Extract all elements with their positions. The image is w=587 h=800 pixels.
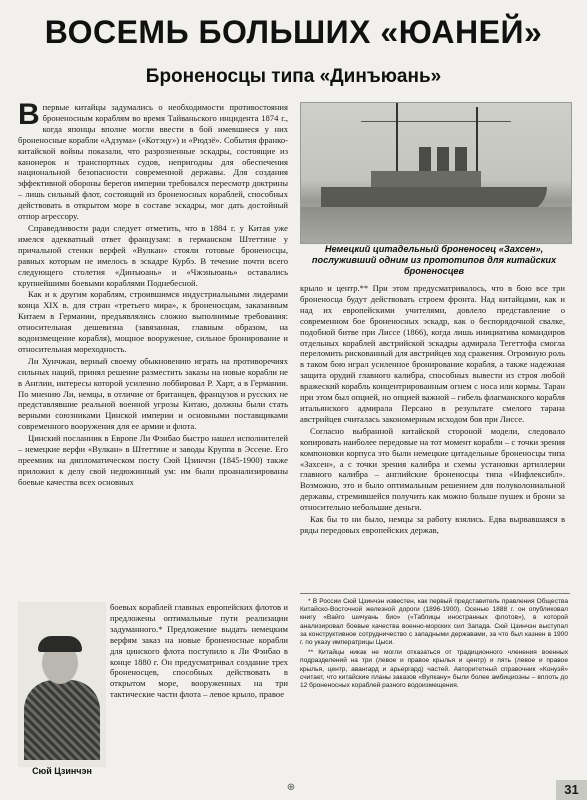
paragraph: боевых кораблей главных европейских флотов и предложены оптимальные пути реализации задуманного.* Предложение выдать немецким верфям заказ на новые броненосные корабли для цинского флота поступило к Ли Фэнбао в конце 1880 г. Он предусматривал создание трех броненосцев, способных действовать в открытом море, вооруженных на три тактические части флота – левое крыло, правое: [110, 602, 288, 700]
footnotes: [300, 598, 568, 768]
paragraph: Согласно выбранной китайской стороной модели, следовало копировать наиболее передовые на тот момент корабли – с точки зрения компоновки корпуса это были немецкие цитадельные броненосцы типа «Захсен», а с точки зрения калибра и схемы установки артиллерии главного калибра – английские броненосцы типа «Инфлексибл». Возможно, это и было оптимальным решением для полуколониальной державы, стремившейся получить как можно больше пушек и брони за относительно небольшие деньги.: [300, 425, 565, 513]
registration-mark: ⊕: [286, 782, 296, 793]
portrait-photo: [18, 602, 106, 767]
portrait-caption: Сюй Цзинчэн: [32, 766, 92, 776]
drop-cap: В: [18, 102, 40, 131]
portrait-hat: [38, 636, 82, 652]
paragraph: крыло и центр.** При этом предусматривалось, что в бою все три броненосца будут действовать строем фронта. Над китайцами, как и над их европейскими учителями, довлело представление о современном бое броненосных эскадр, как о беспорядочной свалке, подобной битве при Лиссе (1866), когда лишь инициатива командиров отдельных кораблей австрийской эскадры адмирала Тегеттофа смогла переломить рискованный для австрийцев ход сражения. Огромную роль в таком бою играл усиленное бронирование корабля, а также надежная защита орудий главного калибра, способных вывести из строя любой вражеский корабль концентрированным огнем с носа или кормы. Таран при этом был опцией, но опцией важной – гибель флагманского корабля итальянского адмирала Персано в результате смелого тарана австрийцев считалась закономерным исходом боя при Лиссе.: [300, 283, 565, 424]
funnel: [455, 147, 467, 173]
page-title: ВОСЕМЬ БОЛЬШИХ «ЮАНЕЙ»: [44, 14, 543, 50]
page-subtitle: Броненосцы типа «Динъюань»: [145, 66, 442, 87]
superstructure: [371, 171, 481, 187]
paragraph: [18, 102, 288, 222]
left-column-continued: [110, 602, 288, 770]
sea: [301, 207, 571, 243]
paragraph: Цинский посланник в Европе Ли Фэнбао быстро нашел исполнителей – немецкие верфи «Вулкан» в Штеттине и заводы Круппа в Эссене. Его преемник на дипломатическом посту Сюй Цзинчэн (1845-1900) также приложил к делу свой недюжинный ум: им были проанализированы боевые качества всех основных: [18, 433, 288, 487]
paragraph: Как и к другим кораблям, строившимся индустриальными лидерами конца XIX в. для стран «третьего мира», к броненосцам, заказанным Китаем в Германии, предъявлялись сложно выполнимые требования: относительная дешевизна (завязанная, главным образом, на водоизмещение корабля), мощное вооружение, сильное бронирование и относительная мореходность.: [18, 289, 288, 354]
paragraph: Справедливости ради следует отметить, что в 1884 г. у Китая уже имелся адекватный ответ французам: в германском Штеттине у причальной стенки верфей «Вулкан» стояли готовые броненосцы, равных которым не имелось в эскадре Курбэ. В течение почти всего следующего столетия «Динъюань» и «Чжэньюань» оставались крупнейшими боевыми кораблями Поднебесной.: [18, 222, 288, 288]
photo-caption: Немецкий цитадельный броненосец «Захсен», послуживший одним из прототипов для китайских броненосцев: [311, 244, 557, 276]
rigging-line: [361, 121, 511, 122]
paragraph: Как бы то ни было, немцы за работу взялись. Едва вырвавшаяся в ряды передовых европейских держав,: [300, 514, 565, 535]
paragraph-text: первые китайцы задумались о необходимости противостояния броненосным кораблям во время Тайваньского инцидента 1874 г., когда японцы вполне могли ввести в бой имевшиеся у них броненосные корабли «Адзума» («Котэцу») и «Рюдзё». События франко-китайской войны показали, что разрозненные эскадры, состоящие из канонерок и транспортных судов, непригодны для обеспечения национальной безопасности современной державы. Для создания эффективной обороны берегов империи требовался пересмотр доктрины – лишь сильный флот, состоящий из броненосных кораблей, способных действовать в открытом море в составе эскадры, мог дать достойный отпор агрессору.: [18, 102, 288, 222]
footnote-divider: [300, 593, 570, 594]
funnel: [437, 147, 449, 173]
footnote: * В России Сюй Цзинчэн известен, как первый представитель правления Общества Китайско-Восточной железной дороги (1896-1900). Осенью 1888 г. он опубликовал книгу «Вайго шичуань био» («Таблицы иностранных флотов»), в которой анализировал боевые качества военно-морских сил Запада. Сюй Цзинчэн выступал за конструктивное сотрудничество с западными державами, за что был казнен в 1900 г. по указу императрицы Цыси.: [300, 598, 568, 647]
footnote: ** Китайцы никак не могли отказаться от традиционного членения военных подразделений на три (левое и правое крылья и центр) и пять (левое и правое крылья, центр, авангард и арьергард) частей. Авторитетный справочник «Конуэй» считает, что китайские планы заказов «Вулкану» были более амбициозны – вплоть до 12 броненосных кораблей разного водоизмещения.: [300, 649, 568, 690]
paragraph: Ли Хунчжан, верный своему обыкновению играть на противоречиях сильных наций, принял решение разместить заказы на новые корабли не в Англии, интересы которой усиленно лоббировал Р. Харт, а в Германии. По мнению Ли, немцы, в отличие от британцев, французов и русских не представлявшие реальной военной угрозы Китаю, должны были стать верными союзниками Цинской империи и основными поставщиками современного вооружения для ее армии и флота.: [18, 355, 288, 432]
portrait-body: [24, 680, 100, 760]
funnel: [419, 147, 431, 173]
page-number: 31: [556, 780, 587, 800]
ship-photo: [300, 102, 572, 244]
right-column: [300, 283, 565, 591]
